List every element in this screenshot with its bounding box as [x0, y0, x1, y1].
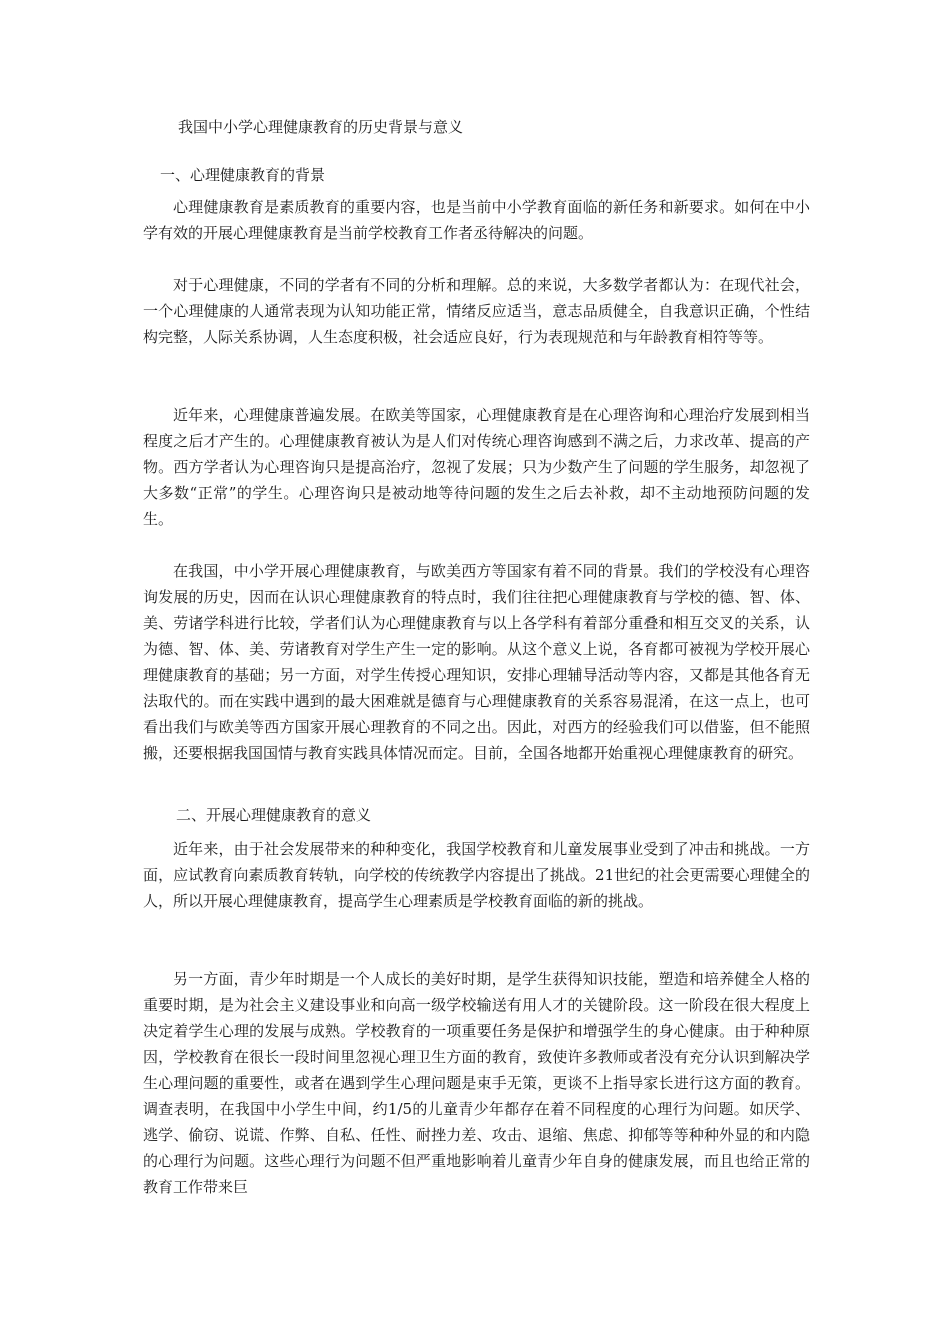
- paragraph: 对于心理健康，不同的学者有不同的分析和理解。总的来说，大多数学者都认为：在现代社会，一个心理健康的人通常表现为认知功能正常，情绪反应适当，意志品质健全，自我意识正确，个性结构完整，人际关系协调，人生态度积极，社会适应良好，行为表现规范和与年龄教育相符等等。: [143, 276, 810, 346]
- document-title: 我国中小学心理健康教育的历史背景与意义: [178, 118, 464, 136]
- paragraph: 近年来，心理健康普遍发展。在欧美等国家，心理健康教育是在心理咨询和心理治疗发展到相当程度之后才产生的。心理健康教育被认为是人们对传统心理咨询感到不满之后，力求改革、提高的产物。西方学者认为心理咨询只是提高治疗，忽视了发展；只为少数产生了问题的学生服务，却忽视了大多数“正常”的学生。心理咨询只是被动地等待问题的发生之后去补救，却不主动地预防问题的发生。: [143, 406, 810, 528]
- paragraph: 近年来，由于社会发展带来的种种变化，我国学校教育和儿童发展事业受到了冲击和挑战。一方面，应试教育向素质教育转轨，向学校的传统教学内容提出了挑战。21世纪的社会更需要心理健全的人，所以开展心理健康教育，提高学生心理素质是学校教育面临的新的挑战。: [143, 840, 810, 910]
- paragraph: 心理健康教育是素质教育的重要内容，也是当前中小学教育面临的新任务和新要求。如何在中小学有效的开展心理健康教育是当前学校教育工作者丞待解决的问题。: [143, 198, 810, 242]
- section-heading-background: 一、心理健康教育的背景: [160, 166, 326, 184]
- paragraph: 另一方面，青少年时期是一个人成长的美好时期，是学生获得知识技能，塑造和培养健全人格的重要时期，是为社会主义建设事业和向高一级学校输送有用人才的关键阶段。这一阶段在很大程度上决定着学生心理的发展与成熟。学校教育的一项重要任务是保护和增强学生的身心健康。由于种种原因，学校教育在很长一段时间里忽视心理卫生方面的教育，致使许多教师或者没有充分认识到解决学生心理问题的重要性，或者在遇到学生心理问题是束手无策，更谈不上指导家长进行这方面的教育。调查表明，在我国中小学生中间，约1/5的儿童青少年都存在着不同程度的心理行为问题。如厌学、逃学、偷窃、说谎、作弊、自私、任性、耐挫力差、攻击、退缩、焦虑、抑郁等等种种外显的和内隐的心理行为问题。这些心理行为问题不但严重地影响着儿童青少年自身的健康发展，而且也给正常的教育工作带来巨: [143, 970, 810, 1196]
- section-heading-significance: 二、开展心理健康教育的意义: [176, 806, 372, 824]
- paragraph: 在我国，中小学开展心理健康教育，与欧美西方等国家有着不同的背景。我们的学校没有心理咨询发展的历史，因而在认识心理健康教育的特点时，我们往往把心理健康教育与学校的德、智、体、美、劳诸学科进行比较，学者们认为心理健康教育与以上各学科有着部分重叠和相互交叉的关系，认为德、智、体、美、劳诸教育对学生产生一定的影响。从这个意义上说，各育都可被视为学校开展心理健康教育的基础；另一方面，对学生传授心理知识，安排心理辅导活动等内容，又都是其他各育无法取代的。而在实践中遇到的最大困难就是德育与心理健康教育的关系容易混淆，在这一点上，也可看出我们与欧美等西方国家开展心理教育的不同之出。因此，对西方的经验我们可以借鉴，但不能照搬，还要根据我国国情与教育实践具体情况而定。目前，全国各地都开始重视心理健康教育的研究。: [143, 562, 810, 762]
